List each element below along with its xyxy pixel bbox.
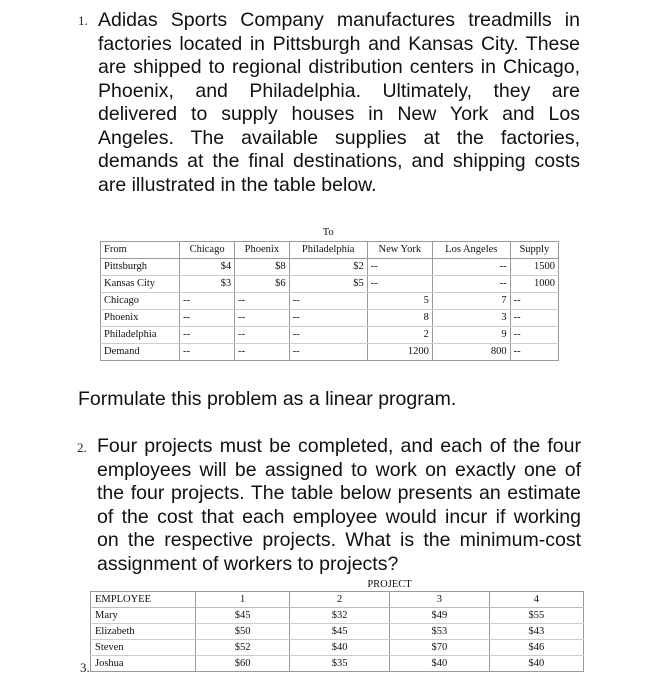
header-project-1: 1	[196, 592, 290, 608]
cell: 800	[432, 344, 510, 361]
table-row	[91, 640, 584, 656]
assignment-header-row	[91, 592, 584, 608]
cell: $4	[180, 259, 235, 276]
problem-3-number: 3.	[80, 660, 90, 675]
header-los-angeles: Los Angeles	[432, 242, 510, 259]
table-row	[101, 310, 559, 327]
cell: --	[235, 327, 289, 344]
cell: $70	[389, 640, 489, 656]
row-label: Kansas City	[101, 276, 180, 293]
problem-2-number: 2.	[77, 440, 87, 455]
cell: 9	[432, 327, 510, 344]
cell: $32	[290, 608, 390, 624]
cell: $50	[196, 624, 290, 640]
problem-1-text: Adidas Sports Company manufactures treadmills in factories located in Pittsburgh and Kansas City. These are shipped to regional distribution centers in Chicago, Phoenix, and Philadelphia. Ultimately, they are delivered to supply houses in New York and Los Angeles. The available supplies at the factories, demands at the final destinations, and shipping costs are illustrated in the table below.	[98, 9, 580, 196]
employee-name: Joshua	[91, 656, 196, 672]
cell: 1200	[367, 344, 432, 361]
header-from: From	[101, 242, 180, 259]
cell: --	[510, 327, 558, 344]
cell: --	[235, 344, 289, 361]
cell: $45	[196, 608, 290, 624]
cell: $46	[489, 640, 583, 656]
table-row	[91, 608, 584, 624]
header-new-york: New York	[367, 242, 432, 259]
assignment-table	[90, 578, 584, 672]
transport-header-row	[101, 242, 559, 259]
header-chicago: Chicago	[180, 242, 235, 259]
header-phoenix: Phoenix	[235, 242, 289, 259]
table-row	[101, 259, 559, 276]
cell: --	[510, 293, 558, 310]
row-label: Phoenix	[101, 310, 180, 327]
cell: $40	[290, 640, 390, 656]
cell: 5	[367, 293, 432, 310]
project-label: PROJECT	[367, 579, 412, 590]
header-project-2: 2	[290, 592, 390, 608]
cell: --	[432, 276, 510, 293]
cell: $40	[389, 656, 489, 672]
table-row	[91, 624, 584, 640]
cell: --	[180, 310, 235, 327]
cell: $60	[196, 656, 290, 672]
cell: --	[180, 293, 235, 310]
cell: --	[367, 259, 432, 276]
table-row	[101, 276, 559, 293]
cell: --	[235, 310, 289, 327]
employee-name: Steven	[91, 640, 196, 656]
cell: $40	[489, 656, 583, 672]
cell: $53	[389, 624, 489, 640]
cell: --	[180, 344, 235, 361]
cell: --	[510, 344, 558, 361]
row-label: Pittsburgh	[101, 259, 180, 276]
to-label: To	[322, 227, 334, 238]
problem-1-number: 1.	[78, 13, 88, 28]
cell: $3	[180, 276, 235, 293]
cell: --	[432, 259, 510, 276]
cell: --	[510, 310, 558, 327]
cell: --	[289, 344, 367, 361]
cell: $8	[235, 259, 289, 276]
employee-name: Elizabeth	[91, 624, 196, 640]
cell: $49	[389, 608, 489, 624]
header-supply: Supply	[510, 242, 558, 259]
header-philadelphia: Philadelphia	[289, 242, 367, 259]
cell: 1000	[510, 276, 558, 293]
cell: $52	[196, 640, 290, 656]
cell: --	[289, 293, 367, 310]
cell: 1500	[510, 259, 558, 276]
cell: $6	[235, 276, 289, 293]
row-label: Philadelphia	[101, 327, 180, 344]
cell: 2	[367, 327, 432, 344]
row-label: Demand	[101, 344, 180, 361]
cell: $43	[489, 624, 583, 640]
header-project-4: 4	[489, 592, 583, 608]
cell: 7	[432, 293, 510, 310]
row-label: Chicago	[101, 293, 180, 310]
cell: --	[235, 293, 289, 310]
cell: $2	[289, 259, 367, 276]
problem-1-instruction: Formulate this problem as a linear program.	[78, 388, 457, 410]
table-row	[101, 293, 559, 310]
cell: --	[180, 327, 235, 344]
cell: 8	[367, 310, 432, 327]
cell: $55	[489, 608, 583, 624]
cell: $5	[289, 276, 367, 293]
cell: $35	[290, 656, 390, 672]
transport-table	[100, 225, 559, 361]
table-row	[101, 327, 559, 344]
header-employee: EMPLOYEE	[91, 592, 196, 608]
cell: --	[289, 327, 367, 344]
employee-name: Mary	[91, 608, 196, 624]
cell: $45	[290, 624, 390, 640]
header-project-3: 3	[389, 592, 489, 608]
cell: --	[289, 310, 367, 327]
problem-2-text: Four projects must be completed, and each of the four employees will be assigned to work on exactly one of the four projects. The table below presents an estimate of the cost that each employee would incur if working on the respective projects. What is the minimum-cost assignment of workers to projects?	[97, 435, 581, 575]
table-row	[91, 656, 584, 672]
cell: 3	[432, 310, 510, 327]
cell: --	[367, 276, 432, 293]
table-row	[101, 344, 559, 361]
